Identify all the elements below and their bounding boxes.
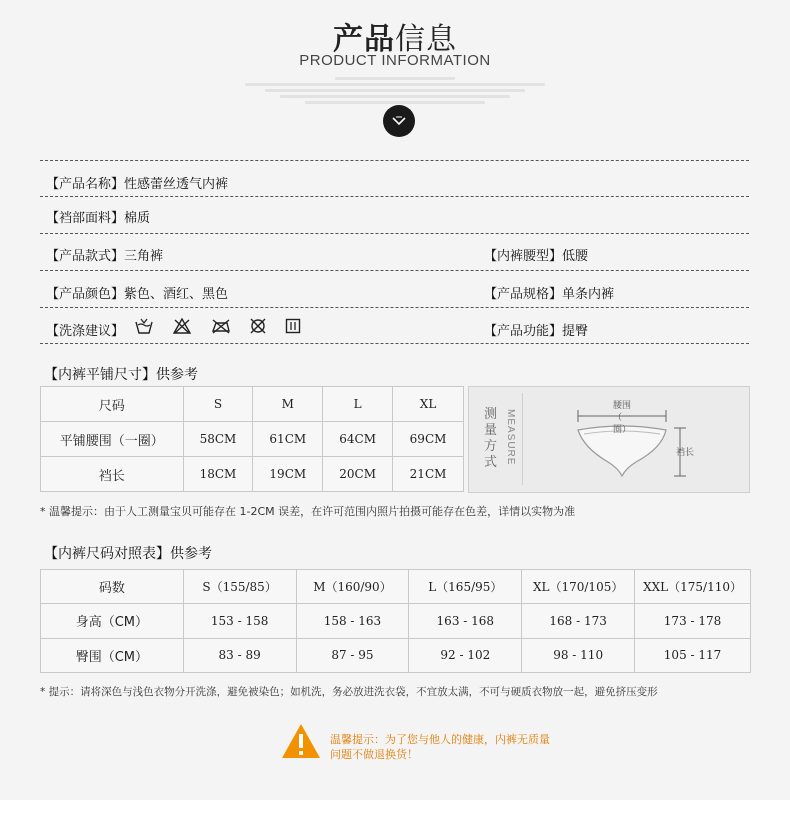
table-cell: L（165/95） [409,570,522,604]
waist-label: 腰围 （一圈） [612,401,631,435]
table-row [41,457,464,492]
table-cell: 158 - 163 [296,604,409,638]
table-cell: L [323,387,393,422]
divider [40,343,749,344]
table-row [41,387,464,422]
table-cell: 92 - 102 [409,638,522,672]
size-chart-title: 【内裤尺码对照表】供参考 [44,546,212,562]
no-iron-icon [211,318,231,334]
divider [40,307,749,308]
table-row [41,570,751,604]
table-cell: M [253,387,323,422]
product-spec: 【产品规格】单条内裤 [484,287,615,302]
table-cell: 98 - 110 [522,638,635,672]
product-name: 【产品名称】性感蕾丝透气内裤 [46,177,229,192]
no-tumble-dry-icon [249,318,267,334]
table-cell: 身高（CM） [41,604,184,638]
flat-size-title: 【内裤平铺尺寸】供参考 [44,367,198,383]
table-row [41,422,464,457]
size-chart-table [40,569,751,673]
crotch-fabric: 【裆部面料】棉质 [46,211,151,226]
table-cell: S [183,387,253,422]
product-style: 【产品款式】三角裤 [46,249,164,264]
expand-button[interactable] [383,105,415,137]
faint-text-block [240,74,550,104]
table-cell: 173 - 178 [635,604,751,638]
table-cell: XL（170/105） [522,570,635,604]
table-cell: 21CM [393,457,464,492]
table-cell: XXL（175/110） [635,570,751,604]
table-cell: 87 - 95 [296,638,409,672]
measure-method-label: 测量方式 [484,407,498,470]
table-cell: 码数 [41,570,184,604]
measure-method-en: MEASURE [505,409,516,466]
table-cell: 平铺腰围（一圈） [41,422,184,457]
flat-size-table [40,386,464,492]
table-cell: 153 - 158 [183,604,296,638]
page-title: 产品信息 [333,22,457,57]
wash-advice: 【洗涤建议】 [46,324,125,339]
warning-icon [280,722,322,760]
divider [40,196,749,197]
table-cell: 105 - 117 [635,638,751,672]
table-cell: 61CM [253,422,323,457]
table-cell: 83 - 89 [183,638,296,672]
table-cell: 69CM [393,422,464,457]
hand-wash-icon [135,318,153,334]
table-cell: 58CM [183,422,253,457]
table-row [41,604,751,638]
divider [40,160,749,161]
table-cell: 64CM [323,422,393,457]
table-cell: 18CM [183,457,253,492]
no-bleach-icon [173,318,191,334]
table-cell: 168 - 173 [522,604,635,638]
product-function: 【产品功能】提臀 [484,324,589,339]
divider [40,233,749,234]
divider [40,270,749,271]
hang-dry-icon [285,318,301,334]
table-cell: 20CM [323,457,393,492]
chevron-down-icon [391,115,407,127]
table-cell: 尺码 [41,387,184,422]
table-cell: 臀围（CM） [41,638,184,672]
table-cell: 裆长 [41,457,184,492]
table-cell: XL [393,387,464,422]
wash-note: * 提示：请将深色与浅色衣物分开洗涤，避免被染色；如机洗，务必放进洗衣袋，不宜放太满，不可与硬质衣物放一起，避免挤压变形 [40,686,658,698]
table-row [41,638,751,672]
product-color: 【产品颜色】紫色、酒红、黑色 [46,287,229,302]
table-cell: M（160/90） [296,570,409,604]
measure-note: * 温馨提示：由于人工测量宝贝可能存在 1-2CM 误差，在许可范围内照片拍摄可能存在色差，详情以实物为准 [40,505,576,518]
crotch-label: 裆长 [676,448,695,458]
table-cell: S（155/85） [183,570,296,604]
page-subtitle: PRODUCT INFORMATION [299,52,491,69]
table-cell: 19CM [253,457,323,492]
table-cell: 163 - 168 [409,604,522,638]
divider [522,393,523,485]
warning-text: 温馨提示：为了您与他人的健康，内裤无质量 问题不做退换货！ [330,733,550,761]
waist-type: 【内裤腰型】低腰 [484,249,589,264]
